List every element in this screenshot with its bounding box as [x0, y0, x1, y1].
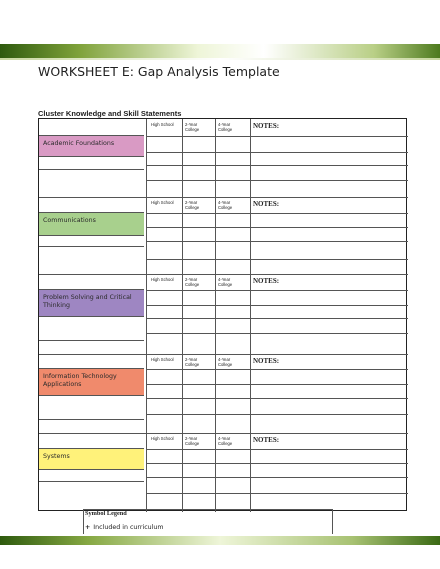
grid-column-line: [215, 433, 216, 512]
grid-column-line: [182, 354, 183, 433]
cluster-empty-row: [39, 470, 144, 482]
grid-column-line: [146, 354, 147, 433]
grid-row-line: [146, 290, 408, 291]
grid-column-line: [182, 274, 183, 354]
grid-row-line: [146, 165, 408, 166]
cluster-empty-row: [39, 482, 144, 511]
cluster-empty-row: [39, 247, 144, 273]
grid-row-line: [146, 477, 408, 478]
grid-row-line: [146, 449, 408, 450]
notes-label: NOTES:: [253, 200, 280, 208]
column-header-high-school: High School: [151, 357, 174, 362]
grid-column-line: [146, 274, 147, 354]
block-separator: [39, 354, 408, 355]
grid-row-line: [146, 152, 408, 153]
grid-row-line: [146, 369, 408, 370]
grid-column-line: [250, 197, 251, 274]
footer-decorative-bar: [0, 536, 440, 545]
grid-column-line: [182, 119, 183, 197]
symbol-legend: [83, 509, 333, 534]
grid-row-line: [146, 227, 408, 228]
block-separator: [39, 274, 408, 275]
cluster-empty-row: [39, 236, 144, 247]
grid-row-line: [146, 259, 408, 260]
notes-label: NOTES:: [253, 436, 280, 444]
header-decorative-line: [0, 58, 440, 60]
plus-symbol: +: [85, 524, 91, 531]
grid-column-line: [250, 119, 251, 197]
grid-row-line: [146, 398, 408, 399]
column-header-2-year-college: 2-Year College: [185, 357, 200, 367]
column-header-2-year-college: 2-Year College: [185, 436, 200, 446]
grid-column-line: [250, 274, 251, 354]
cluster-label: Systems: [39, 448, 144, 470]
notes-label: NOTES:: [253, 357, 280, 365]
grid-row-line: [146, 241, 408, 242]
cluster-label: Problem Solving and Critical Thinking: [39, 289, 144, 317]
grid-row-line: [146, 414, 408, 415]
grid-row-line: [146, 136, 408, 137]
cluster-empty-row: [39, 157, 144, 170]
grid-row-line: [146, 180, 408, 181]
legend-item: [85, 524, 164, 531]
column-header-2-year-college: 2-Year College: [185, 200, 200, 210]
grid-column-line: [250, 433, 251, 512]
legend-title: Symbol Legend: [85, 510, 127, 517]
cluster-empty-row: [39, 420, 144, 432]
section-heading: Cluster Knowledge and Skill Statements: [38, 109, 182, 118]
grid-column-line: [146, 433, 147, 512]
cluster-label: Academic Foundations: [39, 135, 144, 157]
legend-item-text: Included in curriculum: [93, 524, 164, 531]
column-header-high-school: High School: [151, 436, 174, 441]
column-header-4-year-college: 4-Year College: [218, 200, 233, 210]
cluster-empty-row: [39, 396, 144, 420]
column-header-high-school: High School: [151, 200, 174, 205]
notes-label: NOTES:: [253, 122, 280, 130]
grid-row-line: [146, 463, 408, 464]
column-header-4-year-college: 4-Year College: [218, 277, 233, 287]
header-decorative-bar: [0, 44, 440, 58]
cluster-empty-row: [39, 170, 144, 196]
grid-row-line: [146, 305, 408, 306]
block-separator: [39, 197, 408, 198]
grid-row-line: [146, 493, 408, 494]
grid-column-line: [215, 354, 216, 433]
grid-row-line: [146, 213, 408, 214]
block-separator: [39, 433, 408, 434]
column-header-high-school: High School: [151, 277, 174, 282]
grid-column-line: [182, 197, 183, 274]
cluster-label: Information Technology Applications: [39, 368, 144, 396]
grid-column-line: [215, 274, 216, 354]
grid-column-line: [215, 119, 216, 197]
grid-row-line: [146, 384, 408, 385]
grid-column-line: [215, 197, 216, 274]
grid-column-line: [146, 197, 147, 274]
grid-row-line: [146, 318, 408, 319]
page-title: WORKSHEET E: Gap Analysis Template: [38, 64, 280, 79]
grid-column-line: [182, 433, 183, 512]
grid-row-line: [146, 333, 408, 334]
cluster-empty-row: [39, 317, 144, 341]
column-header-2-year-college: 2-Year College: [185, 122, 200, 132]
column-header-2-year-college: 2-Year College: [185, 277, 200, 287]
grid-column-line: [146, 119, 147, 197]
column-header-high-school: High School: [151, 122, 174, 127]
column-header-4-year-college: 4-Year College: [218, 436, 233, 446]
column-header-4-year-college: 4-Year College: [218, 357, 233, 367]
cluster-empty-row: [39, 341, 144, 353]
cluster-label: Communications: [39, 212, 144, 236]
grid-column-line: [250, 354, 251, 433]
notes-label: NOTES:: [253, 277, 280, 285]
column-header-4-year-college: 4-Year College: [218, 122, 233, 132]
